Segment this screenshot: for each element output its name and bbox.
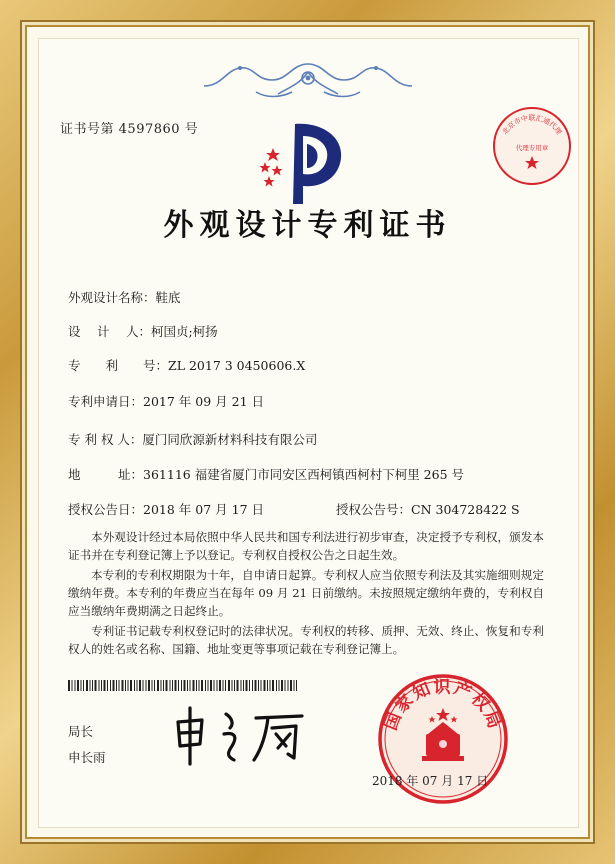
- grant-date-row: [68, 500, 264, 518]
- barcode-icon: [68, 680, 300, 691]
- cnipa-logo-icon: [255, 118, 355, 204]
- seal-date: 2018 年 07 月 17 日: [372, 774, 489, 788]
- cert-number-suffix: 号: [184, 122, 199, 137]
- paragraph-3: 专利证书记载专利权登记时的法律状况。专利权的转移、质押、无效、终止、恢复和专利权人的姓名或名称、国籍、地址变更等事项记载在专利登记簿上。: [68, 624, 544, 656]
- page-title: 外观设计专利证书: [163, 208, 452, 243]
- agency-seal-sub: 代理专用章: [515, 144, 549, 152]
- design-name-value: 鞋底: [155, 290, 181, 305]
- agency-seal-text: 北京市中联汇通代理: [500, 114, 564, 137]
- grant-number-row: [336, 500, 520, 518]
- filing-date-value: 2017 年 09 月 21 日: [143, 394, 265, 409]
- patent-number-value: ZL 2017 3 0450606.X: [168, 358, 306, 373]
- designer-value: 柯国贞;柯扬: [150, 324, 218, 339]
- signatory-role: 局长: [68, 724, 94, 739]
- designer-row: [68, 322, 218, 340]
- address-row: [68, 465, 464, 483]
- designer-label: 设 计 人：: [68, 324, 151, 339]
- address-label: 地 址：: [68, 467, 144, 482]
- design-name-row: [68, 288, 181, 306]
- grant-number-label: 授权公告号：: [336, 502, 412, 517]
- certificate-number: [60, 118, 198, 137]
- cert-number-label: 证书号第: [60, 122, 115, 137]
- paragraph-2: 本专利的专利权期限为十年，自申请日起算。专利权人应当依照专利法及其实施细则规定缴纳年费。本专利的年费应当在每年 09 月 21 日前缴纳。未按照规定缴纳年费的，专利权自应当缴纳年费期满之日起终止。: [68, 568, 544, 618]
- grant-number-value: CN 304728422 S: [411, 502, 520, 517]
- paragraph-1: 本外观设计经过本局依照中华人民共和国专利法进行初步审查，决定授予专利权，颁发本证书并在专利登记簿上予以登记。专利权自授权公告之日起生效。: [68, 530, 544, 562]
- agency-stamp-icon: [490, 104, 574, 188]
- seal-text: 国家知识产权局: [380, 677, 506, 734]
- patent-number-row: [68, 356, 305, 374]
- design-name-label: 外观设计名称：: [68, 290, 156, 305]
- patent-number-label: 专 利 号：: [68, 358, 169, 373]
- grant-date-value: 2018 年 07 月 17 日: [143, 502, 265, 517]
- patentee-label: 专 利 权 人：: [68, 432, 143, 447]
- signatory-name: 申长雨: [68, 750, 106, 765]
- handwritten-signature-icon: [168, 704, 318, 770]
- grant-date-label: 授权公告日：: [68, 502, 144, 517]
- address-value: 361116 福建省厦门市同安区西柯镇西柯村下柯里 265 号: [143, 467, 465, 482]
- patentee-row: [68, 430, 317, 448]
- top-ornament-icon: [196, 58, 421, 106]
- filing-date-row: [68, 392, 264, 410]
- filing-date-label: 专利申请日：: [68, 394, 144, 409]
- cert-number-value: 4597860: [118, 122, 181, 137]
- patentee-value: 厦门同欣源新材料科技有限公司: [142, 432, 318, 447]
